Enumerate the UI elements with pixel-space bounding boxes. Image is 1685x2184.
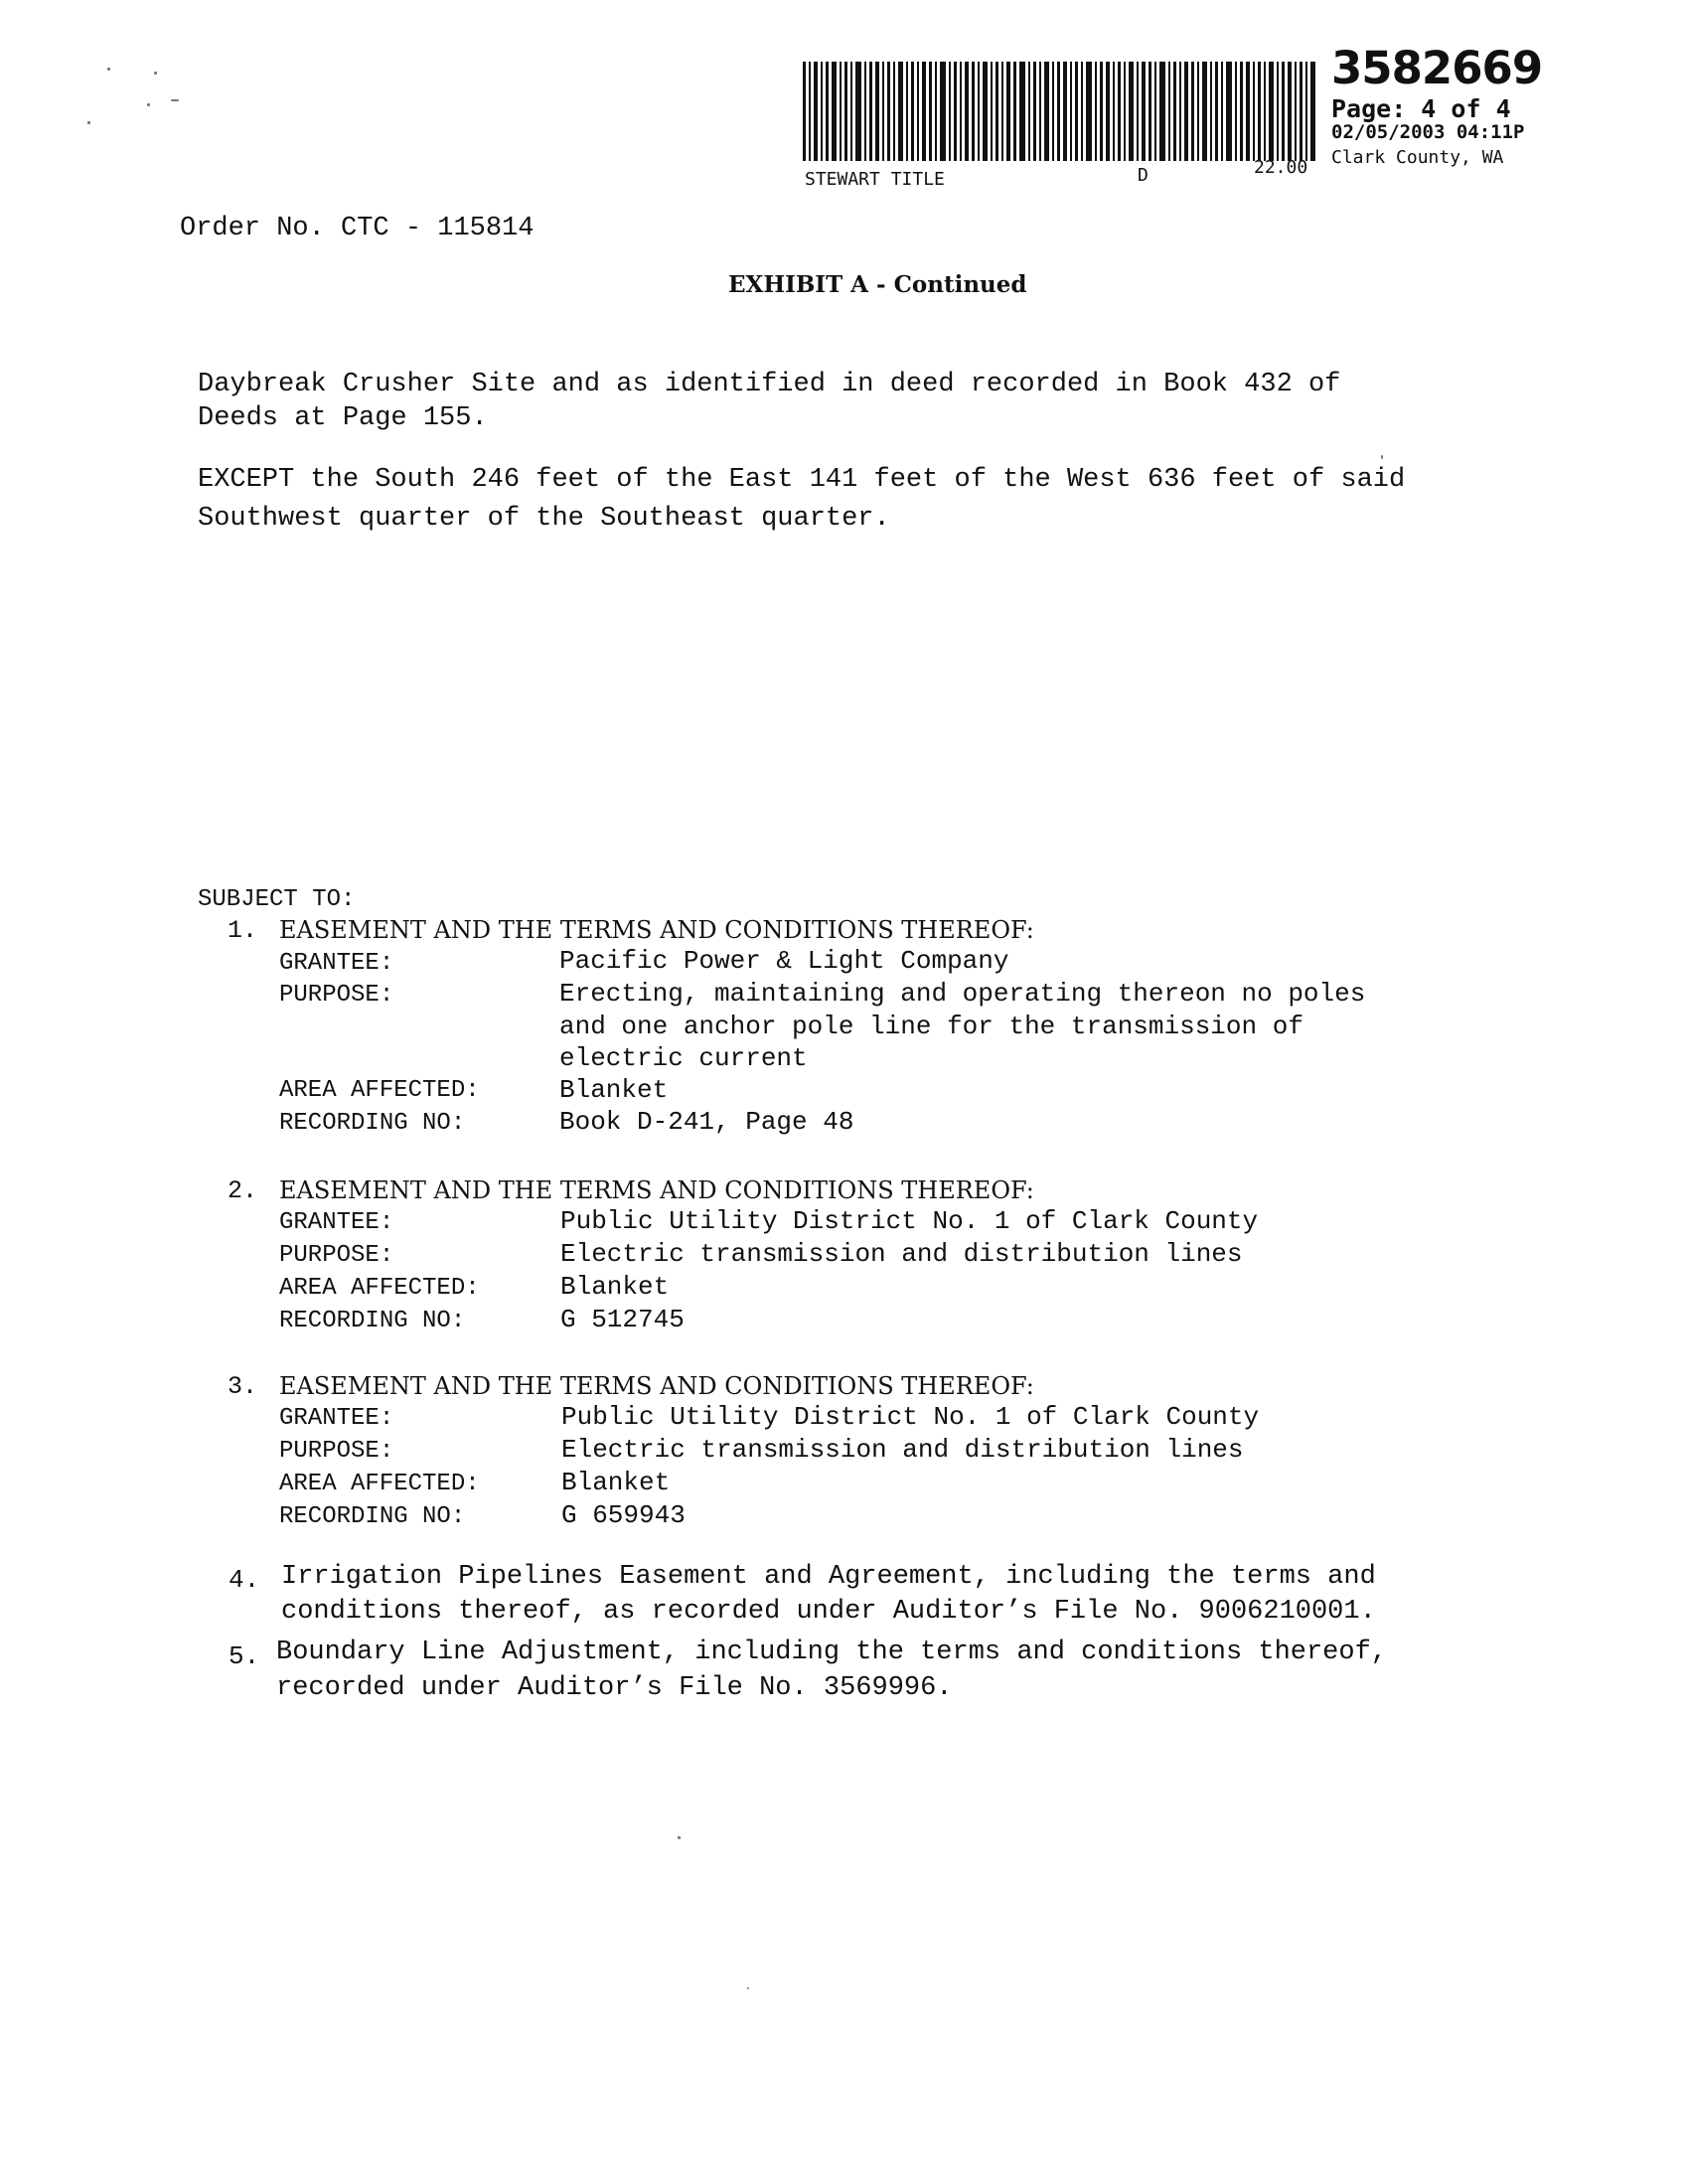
item-text-line1: Boundary Line Adjustment, including the terms and conditions thereof, (276, 1638, 1387, 1667)
page-count: Page: 4 of 4 (1331, 94, 1511, 123)
area-affected-label: AREA AFFECTED: (279, 1275, 480, 1302)
legal-para2-line1: EXCEPT the South 246 feet of the East 141 feet of the West 636 feet of said (198, 465, 1406, 495)
recording-no-value: G 512745 (560, 1305, 685, 1334)
grantee-value: Public Utility District No. 1 of Clark County (560, 1206, 1259, 1236)
area-affected-label: AREA AFFECTED: (279, 1471, 480, 1497)
purpose-label: PURPOSE: (279, 1242, 394, 1269)
item-number: 5. (229, 1641, 260, 1671)
recording-fee: 22.00 (1254, 157, 1308, 178)
grantee-label: GRANTEE: (279, 1209, 394, 1236)
document-type-code: D (1138, 165, 1149, 186)
legal-para2-line2: Southwest quarter of the Southeast quarter. (198, 504, 890, 534)
item-number: 1. (228, 916, 258, 945)
subject-to-heading: SUBJECT TO: (198, 886, 356, 913)
purpose-value-line1: Electric transmission and distribution lines (560, 1239, 1243, 1269)
recording-no-label: RECORDING NO: (279, 1110, 466, 1137)
recording-no-value: G 659943 (561, 1500, 686, 1530)
legal-para1-line1: Daybreak Crusher Site and as identified in deed recorded in Book 432 of (198, 370, 1341, 399)
item-text-line1: Irrigation Pipelines Easement and Agreement, including the terms and (281, 1562, 1376, 1592)
purpose-label: PURPOSE: (279, 1438, 394, 1465)
item-title: EASEMENT AND THE TERMS AND CONDITIONS THEREOF: (279, 1176, 1034, 1204)
purpose-value-line1: Erecting, maintaining and operating thereon no poles (559, 979, 1366, 1009)
grantee-label: GRANTEE: (279, 950, 394, 977)
purpose-value-line2: and one anchor pole line for the transmission of (559, 1012, 1303, 1041)
item-text-line2: conditions thereof, as recorded under Auditor’s File No. 9006210001. (281, 1597, 1376, 1627)
grantee-label: GRANTEE: (279, 1405, 394, 1432)
purpose-label: PURPOSE: (279, 982, 394, 1009)
exhibit-title: EXHIBIT A - Continued (728, 271, 1027, 298)
purpose-value-line1: Electric transmission and distribution lines (561, 1435, 1244, 1465)
item-number: 3. (228, 1372, 258, 1401)
area-affected-label: AREA AFFECTED: (279, 1077, 480, 1104)
recording-no-value: Book D-241, Page 48 (559, 1107, 854, 1137)
recording-no-label: RECORDING NO: (279, 1308, 466, 1334)
item-number: 4. (229, 1565, 260, 1595)
item-title: EASEMENT AND THE TERMS AND CONDITIONS THEREOF: (279, 916, 1034, 944)
area-affected-value: Blanket (559, 1075, 669, 1105)
area-affected-value: Blanket (560, 1272, 670, 1302)
document-number: 3582669 (1331, 42, 1543, 94)
grantee-value: Public Utility District No. 1 of Clark County (561, 1402, 1260, 1432)
item-title: EASEMENT AND THE TERMS AND CONDITIONS THEREOF: (279, 1372, 1034, 1400)
purpose-value-line3: electric current (559, 1043, 808, 1073)
county-name: Clark County, WA (1331, 147, 1504, 168)
legal-para1-line2: Deeds at Page 155. (198, 403, 488, 433)
order-number: Order No. CTC - 115814 (180, 214, 535, 243)
item-number: 2. (228, 1176, 258, 1205)
item-text-line2: recorded under Auditor’s File No. 3569996. (276, 1673, 953, 1703)
barcode-image (803, 62, 1317, 161)
recording-datetime: 02/05/2003 04:11P (1331, 121, 1525, 143)
submitter-name: STEWART TITLE (805, 169, 945, 190)
area-affected-value: Blanket (561, 1468, 671, 1497)
grantee-value: Pacific Power & Light Company (559, 946, 1009, 976)
recording-no-label: RECORDING NO: (279, 1503, 466, 1530)
